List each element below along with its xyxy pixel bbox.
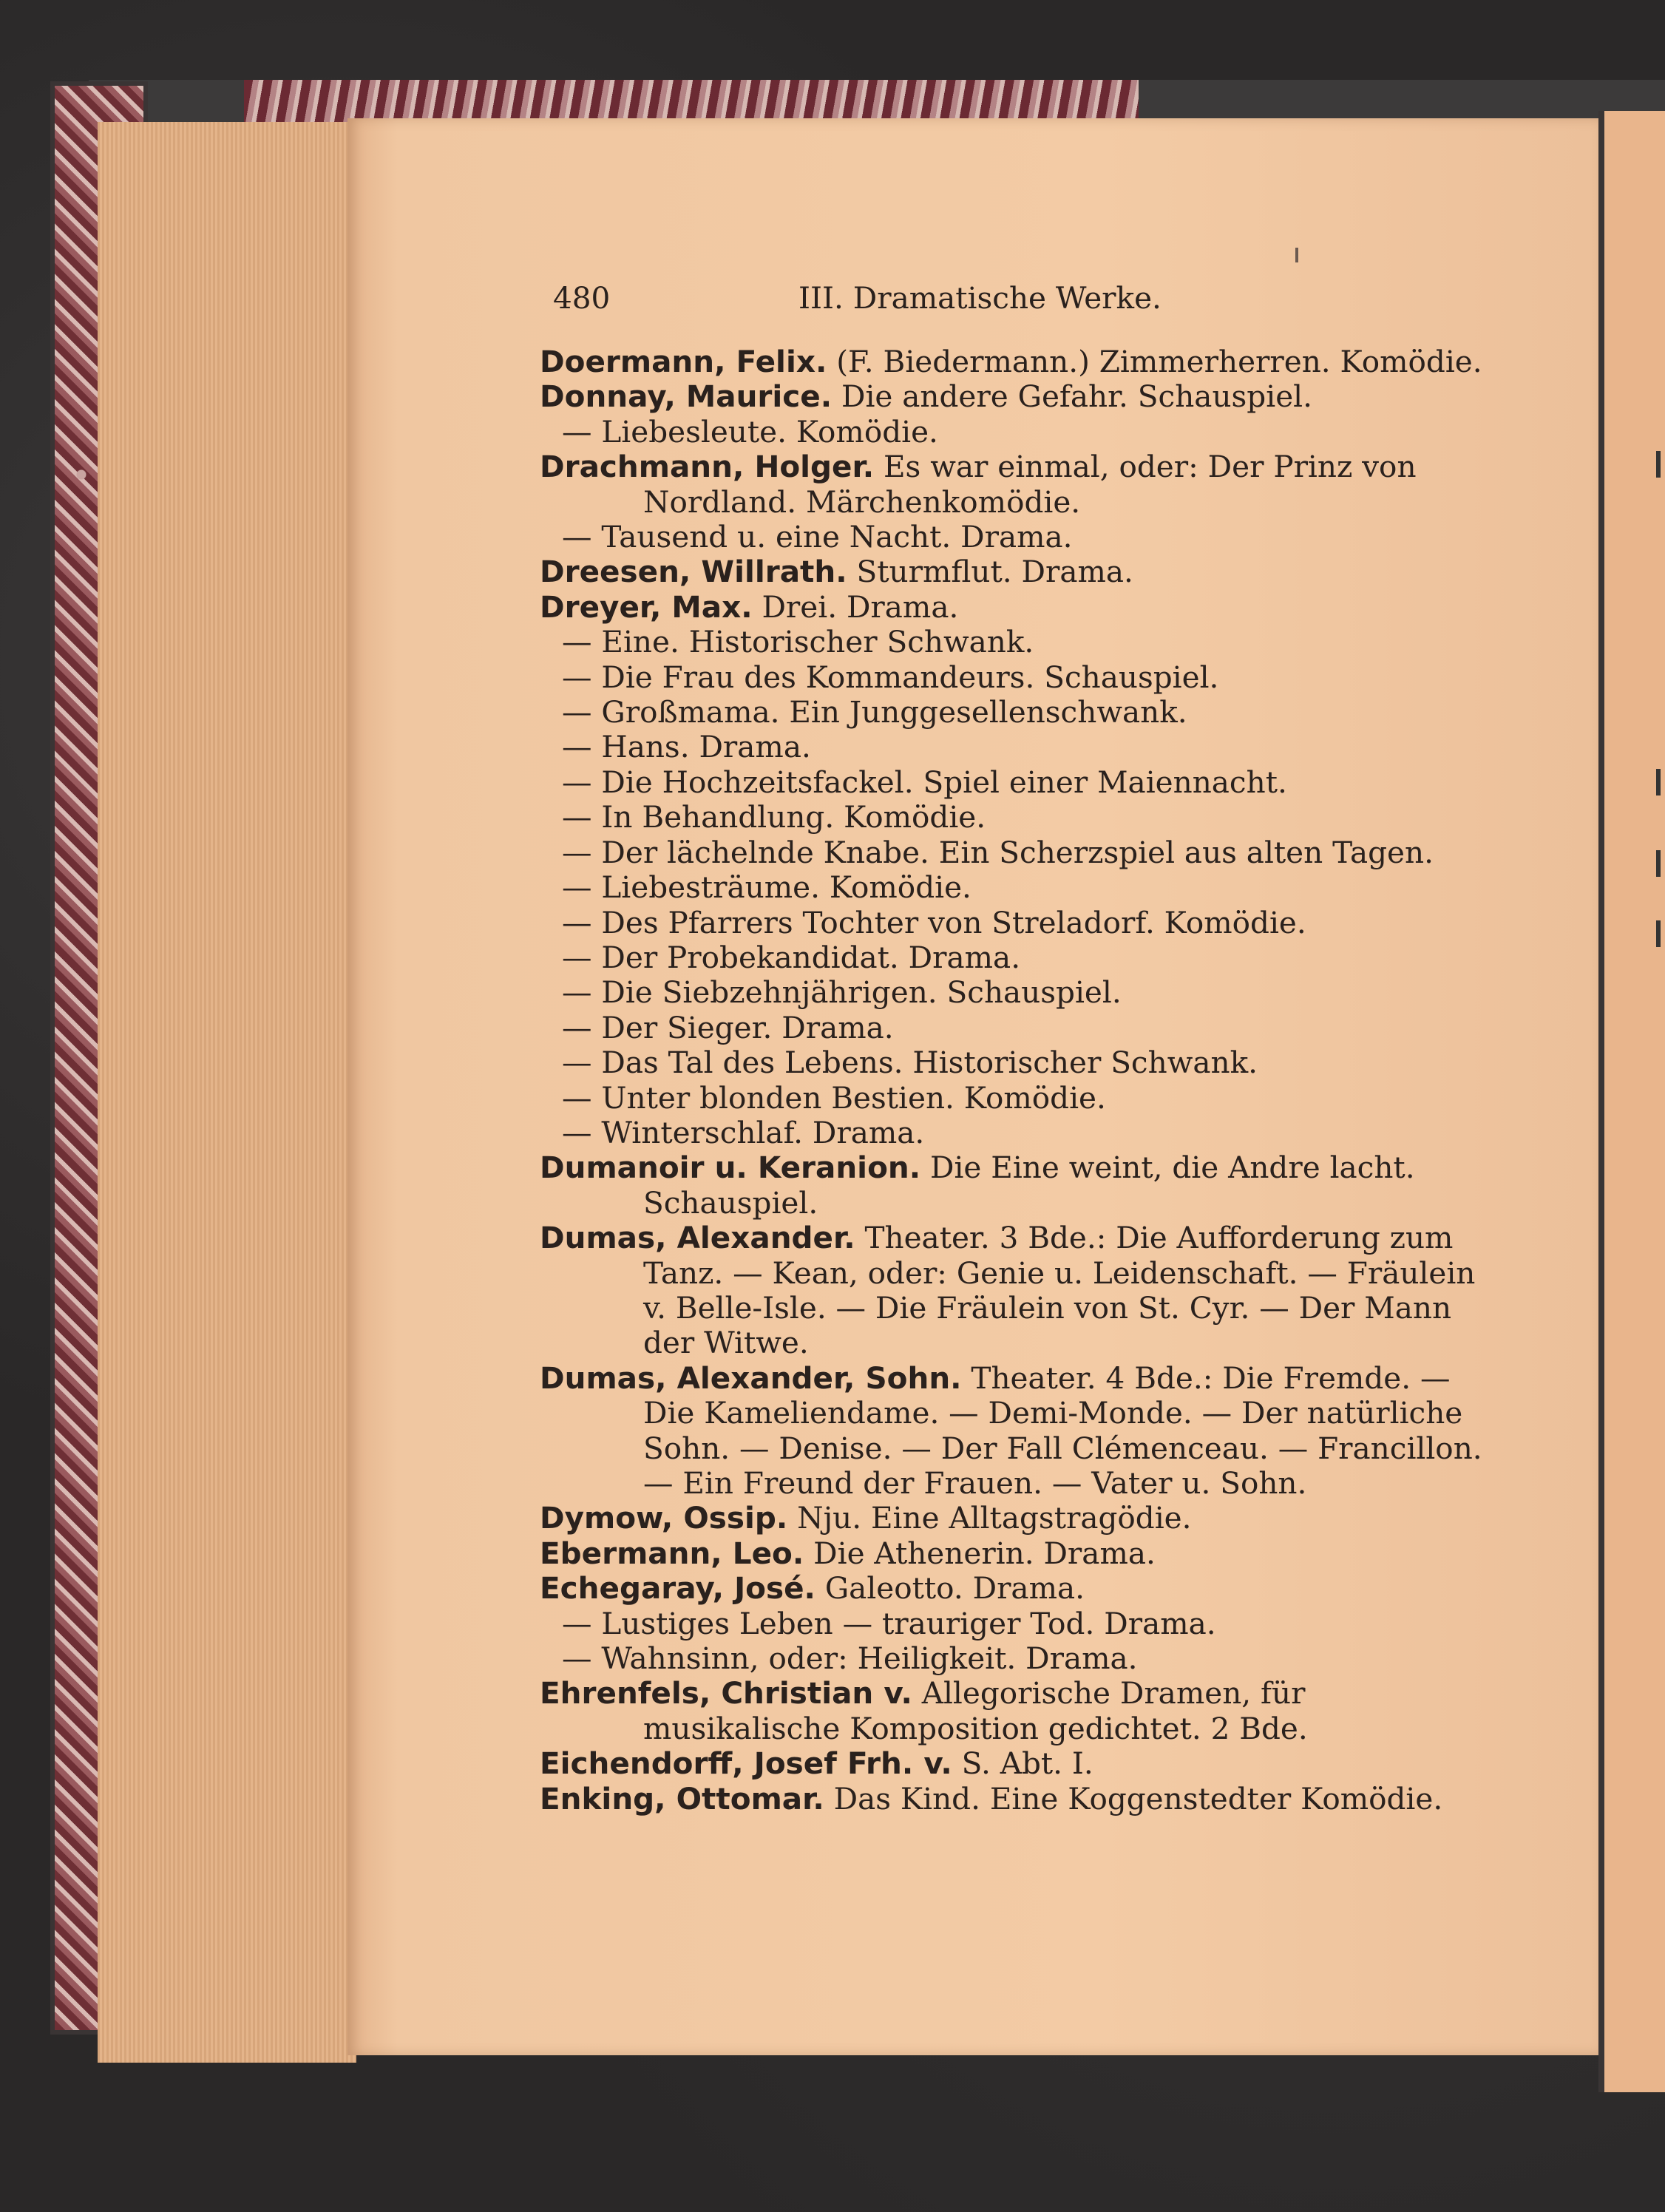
entry-author: Dymow, Ossip. (540, 1500, 788, 1536)
page-text (540, 281, 1501, 1816)
sub-entry: — Der Probekandidat. Drama. (562, 939, 1021, 975)
entry-text: Theater. 3 Bde.: Die Aufforderung zum Tanz. — Kean, oder: Genie u. Leidenschaft. — Fräulein v. Belle-Isle. — Die Fräulein von St. Cyr. — Der Mann der Witwe. (643, 1220, 1476, 1361)
entry-author: Ebermann, Leo. (540, 1535, 804, 1571)
entry-text: Die andere Gefahr. Schauspiel. (832, 379, 1312, 415)
facing-page-mark (1656, 769, 1661, 795)
entry-text: Sturmflut. Drama. (847, 554, 1133, 590)
entry-author: Enking, Ottomar. (540, 1780, 824, 1816)
entry (540, 1676, 1501, 1746)
facing-page-edge (1598, 111, 1665, 2092)
sub-entry: — Liebesleute. Komödie. (562, 413, 938, 449)
entry (540, 1782, 1501, 1816)
facing-page-mark (1656, 920, 1661, 947)
entry-text: Es war einmal, oder: Der Prinz von Nordland. Märchenkomödie. (643, 449, 1417, 520)
page-edges (98, 122, 356, 2063)
sub-entry: — Das Tal des Lebens. Historischer Schwank. (562, 1045, 1258, 1081)
entry-text: Allegorische Dramen, für musikalische Komposition gedichtet. 2 Bde. (643, 1675, 1308, 1746)
entry (540, 1536, 1501, 1571)
entry-text: S. Abt. I. (952, 1745, 1093, 1782)
sub-entry: — Großmama. Ein Junggesellenschwank. (562, 694, 1187, 730)
sub-entry: — Hans. Drama. (562, 729, 811, 765)
page-number: 480 (553, 280, 611, 316)
sub-entry: — Die Siebzehnjährigen. Schauspiel. (562, 974, 1122, 1011)
entry-text: Theater. 4 Bde.: Die Fremde. — Die Kameliendame. — Demi-Monde. — Der natürliche Sohn. — Denise. — Der Fall Clémenceau. — Francillon. — Ein Freund der Frauen. — Vater u. Sohn. (643, 1360, 1482, 1501)
sub-entry: — Lustiges Leben — trauriger Tod. Drama. (562, 1605, 1216, 1641)
entry (540, 1221, 1501, 1361)
entry (540, 554, 1501, 589)
sub-entry: — Winterschlaf. Drama. (562, 1114, 925, 1150)
entry-text: Drei. Drama. (752, 588, 959, 625)
entry (540, 345, 1501, 379)
entry-author: Eichendorff, Josef Frh. v. (540, 1745, 952, 1782)
entry-author: Drachmann, Holger. (540, 449, 875, 485)
sub-entry: — Wahnsinn, oder: Heiligkeit. Drama. (562, 1641, 1138, 1677)
entry-author: Dreyer, Max. (540, 588, 753, 625)
entry-text: Nju. Eine Alltagstragödie. (787, 1500, 1192, 1536)
entry-author: Dumas, Alexander, Sohn. (540, 1360, 962, 1396)
sub-entry: — Die Frau des Kommandeurs. Schauspiel. (562, 659, 1219, 695)
page-tick-mark (1295, 248, 1298, 262)
sub-entry: — Unter blonden Bestien. Komödie. (562, 1079, 1106, 1116)
sub-entry: — Des Pfarrers Tochter von Streladorf. Komödie. (562, 904, 1306, 940)
sub-entry: — Der Sieger. Drama. (562, 1009, 894, 1045)
entry (540, 590, 1501, 625)
facing-page-mark (1656, 451, 1661, 478)
entry (540, 1746, 1501, 1781)
sub-entry: — In Behandlung. Komödie. (562, 799, 986, 835)
sub-entry: — Tausend u. eine Nacht. Drama. (562, 519, 1073, 555)
entry-text: Die Athenerin. Drama. (804, 1535, 1156, 1571)
entry-list (540, 345, 1501, 1816)
entry-author: Dumanoir u. Keranion. (540, 1150, 921, 1186)
entry-author: Donnay, Maurice. (540, 379, 832, 415)
entry (540, 379, 1501, 414)
section-title: III. Dramatische Werke. (798, 280, 1162, 316)
entry-text: Galeotto. Drama. (815, 1570, 1085, 1607)
entry-text: Die Eine weint, die Andre lacht. Schauspiel. (643, 1150, 1415, 1221)
entry (540, 1150, 1501, 1221)
running-header (540, 281, 1501, 325)
entry-author: Doermann, Felix. (540, 344, 827, 379)
entry (540, 1361, 1501, 1502)
entry-author: Echegaray, José. (540, 1570, 815, 1607)
facing-page-mark (1656, 850, 1661, 877)
entry-author: Dreesen, Willrath. (540, 554, 847, 590)
entry-author: Dumas, Alexander. (540, 1220, 855, 1256)
entry (540, 1571, 1501, 1606)
entry-text: (F. Biedermann.) Zimmerherren. Komödie. (827, 344, 1482, 379)
entry (540, 1501, 1501, 1536)
sub-entry: — Liebesträume. Komödie. (562, 869, 971, 906)
sub-entry: — Eine. Historischer Schwank. (562, 624, 1034, 660)
sub-entry: — Der lächelnde Knabe. Ein Scherzspiel aus alten Tagen. (562, 834, 1434, 870)
entry-text: Das Kind. Eine Koggenstedter Komödie. (824, 1780, 1443, 1816)
entry (540, 449, 1501, 520)
sub-entry: — Die Hochzeitsfackel. Spiel einer Maiennacht. (562, 764, 1287, 800)
entry-author: Ehrenfels, Christian v. (540, 1675, 912, 1711)
